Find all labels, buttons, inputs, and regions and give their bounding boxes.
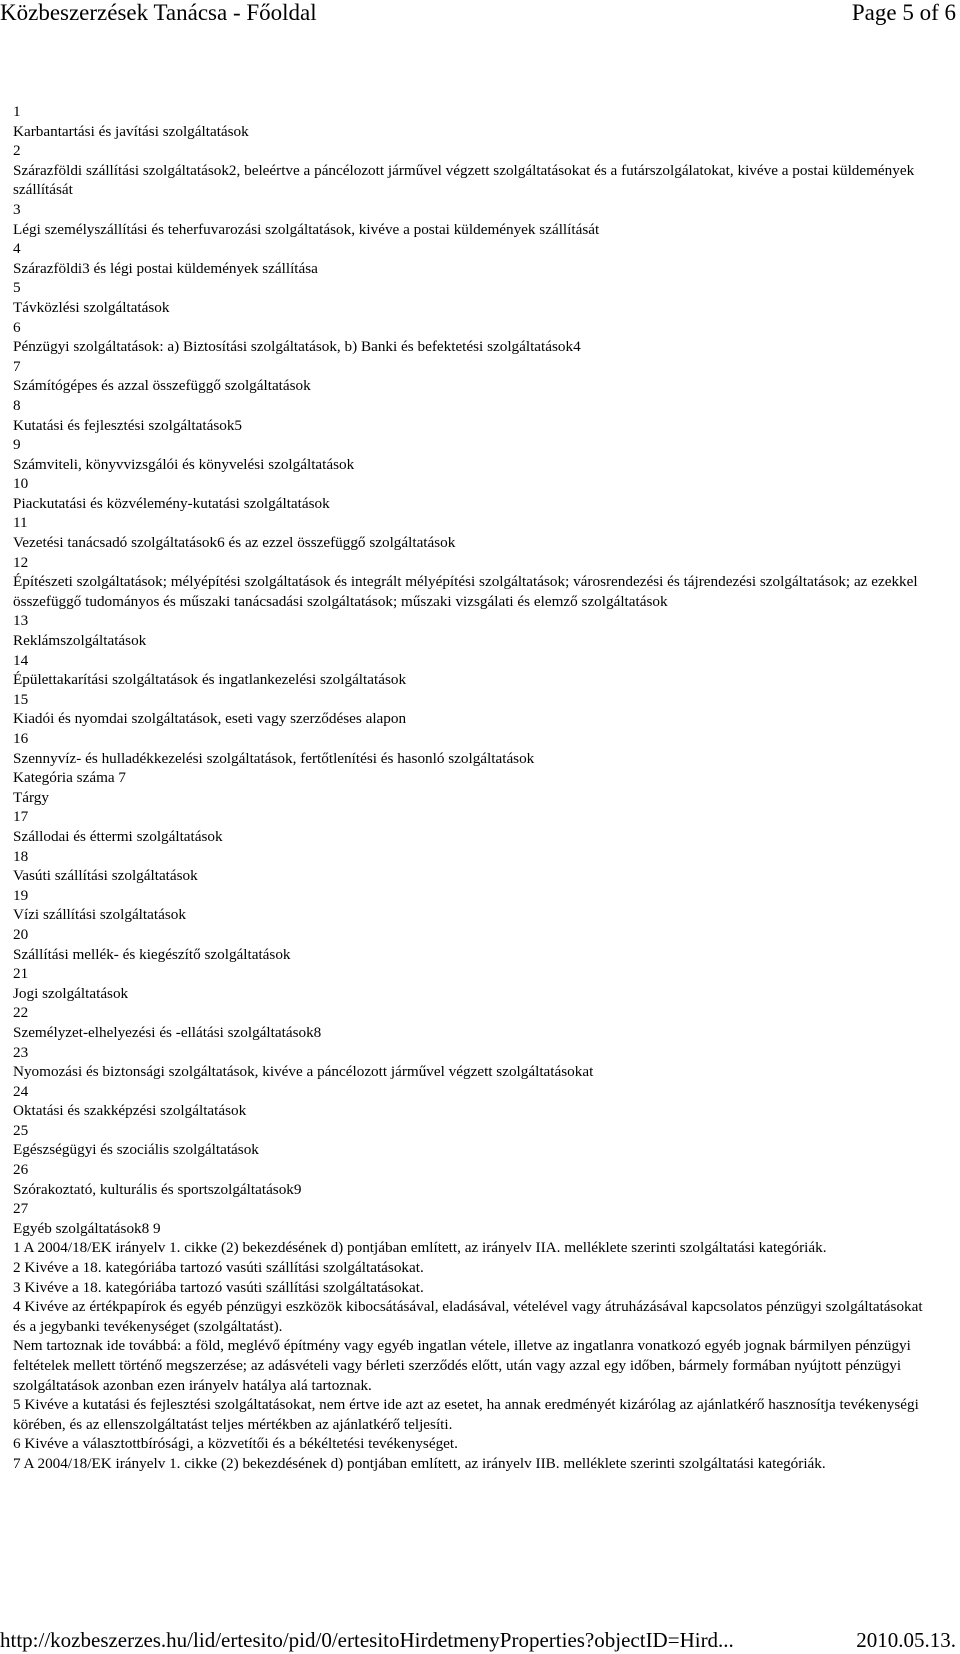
text-line: 26 (13, 1161, 29, 1179)
text-line: 4 Kivéve az értékpapírok és egyéb pénzügyi eszközök kibocsátásával, eladásával, vételével vagy átruházásával kapcsolatos pénzügyi szolgáltatásokat és a jegybanki tevékenységet (szolgáltatást). (13, 1298, 923, 1335)
text-line: Kiadói és nyomdai szolgáltatások, eseti vagy szerződéses alapon (13, 710, 407, 728)
text-line: 13 (13, 612, 29, 630)
text-line: 1 A 2004/18/EK irányelv 1. cikke (2) bekezdésének d) pontjában említett, az irányelv IIA. melléklete szerinti szolgáltatási kategóriák. (13, 1239, 827, 1257)
text-line: 6 Kivéve a választottbírósági, a közvetítői és a békéltetési tevékenységet. (13, 1435, 458, 1453)
text-line: 27 (13, 1200, 29, 1218)
text-line: Számviteli, könyvvizsgálói és könyvelési szolgáltatások (13, 455, 355, 473)
text-line: Szállodai és éttermi szolgáltatások (13, 827, 223, 845)
text-line: 17 (13, 808, 29, 826)
text-line: Kategória száma 7 (13, 769, 127, 787)
text-line: 10 (13, 475, 29, 493)
text-line: Pénzügyi szolgáltatások: a) Biztosítási szolgáltatások, b) Banki és befektetési szolgáltatások4 (13, 338, 581, 356)
text-line: 16 (13, 730, 29, 747)
text-line: Távközlési szolgáltatások (13, 298, 170, 316)
text-line: 2 (13, 142, 21, 160)
text-line: Szállítási mellék- és kiegészítő szolgáltatások (13, 945, 291, 963)
text-line: 18 (13, 847, 29, 865)
text-line: Személyzet-elhelyezési és -ellátási szolgáltatások8 (13, 1023, 322, 1041)
text-line: 9 (13, 436, 21, 454)
text-line: Szárazföldi3 és légi postai küldemények szállítása (13, 259, 318, 277)
text-line: Reklámszolgáltatások (13, 632, 147, 650)
text-line: Szórakoztató, kulturális és sportszolgáltatások9 (13, 1180, 302, 1198)
text-line: 20 (13, 925, 29, 943)
page-header (0, 0, 960, 30)
text-line: Egyéb szolgáltatások8 9 (13, 1219, 161, 1237)
print-date: 2010.05.13. (856, 1628, 956, 1652)
text-line: 21 (13, 965, 29, 983)
text-line: Építészeti szolgáltatások; mélyépítési szolgáltatások és integrált mélyépítési szolgáltatások; városrendezési és tájrendezési szolgáltatások; az ezekkel összefüggő tudományos és műszaki tanácsadási szolgáltatások; műszaki vizsgálati és elemző szolgáltatások (13, 573, 918, 610)
text-line: Karbantartási és javítási szolgáltatások (13, 122, 249, 140)
text-line: Vasúti szállítási szolgáltatások (13, 867, 198, 885)
text-line: Vízi szállítási szolgáltatások (13, 906, 186, 924)
text-line: Piackutatási és közvélemény-kutatási szolgáltatások (13, 494, 330, 512)
text-line: Nyomozási és biztonsági szolgáltatások, kivéve a páncélozott járművel végzett szolgáltatásokat (13, 1063, 594, 1081)
text-line: 4 (13, 240, 21, 258)
text-line: 19 (13, 886, 29, 904)
text-line: 23 (13, 1043, 29, 1061)
text-line: 12 (13, 553, 29, 571)
text-line: Szennyvíz- és hulladékkezelési szolgáltatások, fertőtlenítési és hasonló szolgáltatások (13, 749, 535, 767)
text-line: Nem tartoznak ide továbbá: a föld, meglévő építmény vagy egyéb ingatlan vétele, illetve az ingatlanra vonatkozó egyéb jognak bármilyen pénzügyi feltételek mellett történő megszerzése; az adásvételi vagy bérleti szerződés előtt, után vagy azzal egy időben, bármely formában nyújtott pénzügyi szolgáltatások azonban ezen irányelv hatálya alá tartoznak. (13, 1337, 911, 1394)
text-line: 6 (13, 318, 21, 336)
text-line: 11 (13, 514, 28, 532)
text-line: Kutatási és fejlesztési szolgáltatások5 (13, 416, 243, 434)
page-title: Közbeszerzések Tanácsa - Főoldal (0, 0, 317, 25)
text-line: 14 (13, 651, 29, 669)
text-line: 5 Kivéve a kutatási és fejlesztési szolgáltatásokat, nem értve ide azt az esetet, ha annak eredményét kizárólag az ajánlatkérő hasznosítja tevékenységi körében, és az ellenszolgáltatást teljes mértékben az ajánlatkérő teljesíti. (13, 1396, 919, 1433)
page-number: Page 5 of 6 (851, 0, 956, 25)
text-line: Számítógépes és azzal összefüggő szolgáltatások (13, 377, 311, 395)
text-line: Jogi szolgáltatások (13, 984, 129, 1002)
text-line: 25 (13, 1121, 29, 1139)
text-line: Tárgy (13, 788, 49, 806)
text-line: Oktatási és szakképzési szolgáltatások (13, 1102, 247, 1120)
page-footer (0, 1627, 960, 1654)
text-line: 8 (13, 396, 21, 414)
document-body (13, 102, 938, 1474)
text-line: 24 (13, 1082, 29, 1100)
text-line: 5 (13, 279, 21, 297)
source-url: http://kozbeszerzes.hu/lid/ertesito/pid/0/ertesitoHirdetmenyProperties?objectID=Hird... (0, 1628, 734, 1652)
text-line: 3 Kivéve a 18. kategóriába tartozó vasúti szállítási szolgáltatásokat. (13, 1278, 424, 1296)
text-line: Egészségügyi és szociális szolgáltatások (13, 1141, 259, 1159)
text-line: Vezetési tanácsadó szolgáltatások6 és az ezzel összefüggő szolgáltatások (13, 534, 456, 552)
text-line: 7 (13, 357, 21, 375)
text-line: 22 (13, 1004, 29, 1022)
text-line: Szárazföldi szállítási szolgáltatások2, beleértve a páncélozott járművel végzett szolgáltatásokat és a futárszolgálatokat, kivéve a postai küldemények szállítását (13, 161, 915, 199)
text-line: 1 (13, 103, 21, 120)
text-line: Épülettakarítási szolgáltatások és ingatlankezelési szolgáltatások (13, 671, 407, 689)
text-line: 15 (13, 690, 29, 708)
text-line: 7 A 2004/18/EK irányelv 1. cikke (2) bekezdésének d) pontjában említett, az irányelv IIB. melléklete szerinti szolgáltatási kategóriák. (13, 1454, 826, 1472)
text-line: Légi személyszállítási és teherfuvarozási szolgáltatások, kivéve a postai küldemények szállítását (13, 220, 600, 238)
text-line: 2 Kivéve a 18. kategóriába tartozó vasúti szállítási szolgáltatásokat. (13, 1259, 424, 1277)
text-line: 3 (13, 200, 21, 218)
